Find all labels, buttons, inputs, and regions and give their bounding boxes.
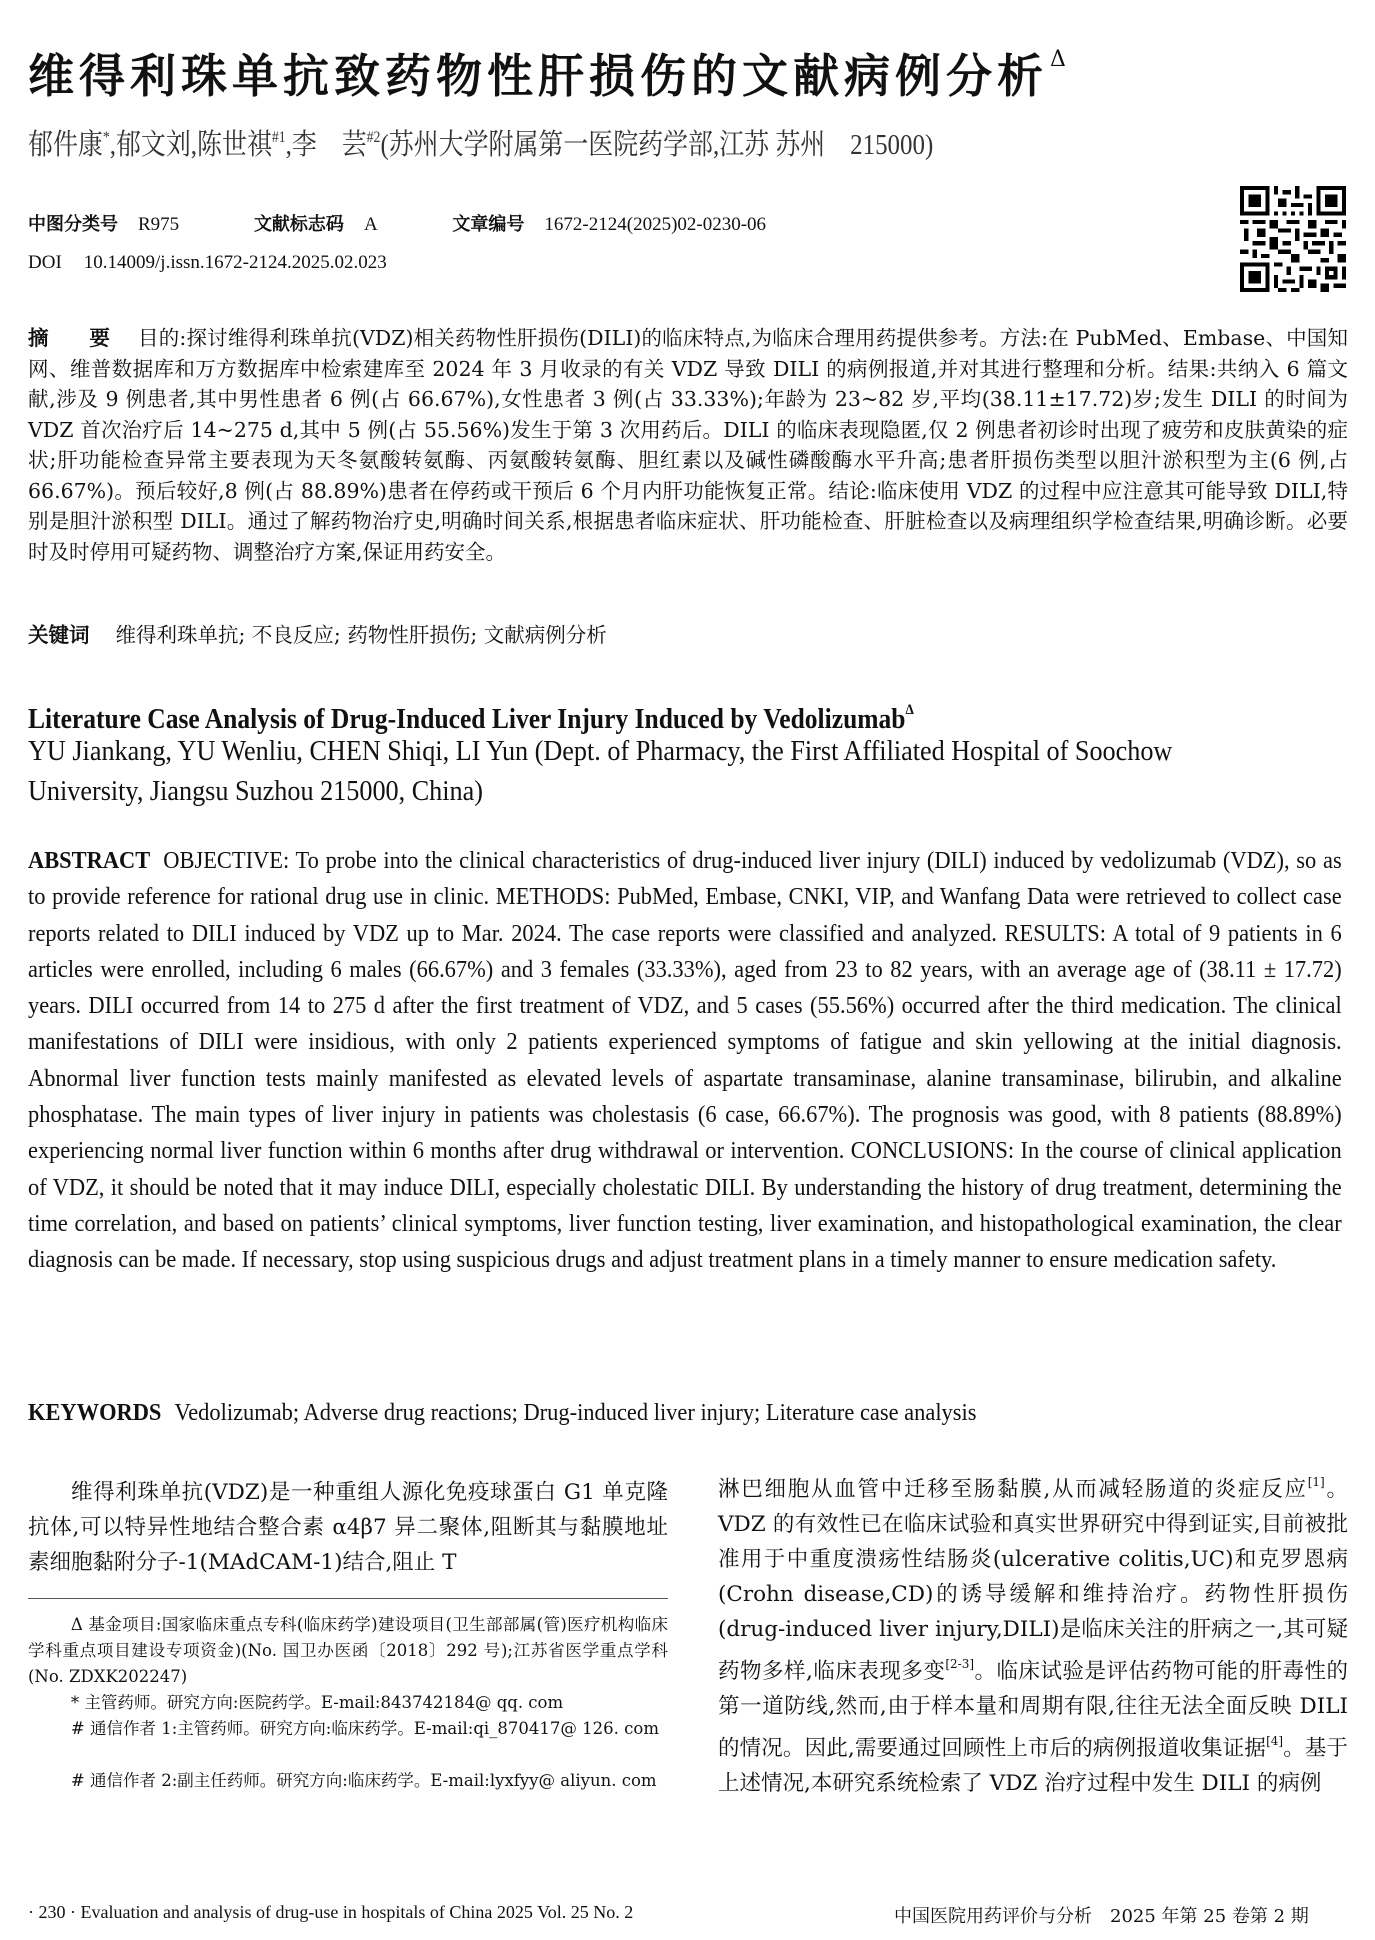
citation-ref[interactable]: [4]	[1266, 1734, 1284, 1748]
article-title-cn	[28, 30, 1358, 106]
classification-line	[28, 212, 836, 238]
abstract-en-label: ABSTRACT	[28, 848, 151, 874]
abstract-cn-text: 目的:探讨维得利珠单抗(VDZ)相关药物性肝损伤(DILI)的临床特点,为临床合理用药提供参考。方法:在 PubMed、Embase、中国知网、维普数据库和万方数据库中检索建库至 2024 年 3 月收录的有关 VDZ 导致 DILI 的病例报道,并对其进行整理和分析。结果:共纳入 6 篇文献,涉及 9 例患者,其中男性患者 6 例(占 66.67%),女性患者 3 例(占 33.33%);年龄为 23~82 岁,平均(38.11±17.72)岁;发生 DILI 的时间为 VDZ 首次治疗后 14~275 d,其中 5 例(占 55.56%)发生于第 3 次用药后。DILI 的临床表现隐匿,仅 2 例患者初诊时出现了疲劳和皮肤黄染的症状;肝功能检查异常主要表现为天冬氨酸转氨酶、丙氨酸转氨酶、胆红素以及碱性磷酸酶水平升高;患者肝损伤类型以胆汁淤积型为主(6 例,占 66.67%)。预后较好,8 例(占 88.89%)患者在停药或干预后 6 个月内肝功能恢复正常。结论:临床使用 VDZ 的过程中应注意其可能导致 DILI,特别是胆汁淤积型 DILI。通过了解药物治疗史,明确时间关系,根据患者临床症状、肝功能检查、肝脏检查以及病理组织学检查结果,明确诊断。必要时及时停用可疑药物、调整治疗方案,保证用药安全。	[28, 326, 1348, 564]
author-name: 郁件康	[28, 129, 103, 161]
keywords-cn-label: 关键词	[28, 623, 90, 647]
author-name: 郁文刘	[115, 129, 191, 161]
doc-code-value: A	[363, 214, 378, 235]
keywords-en	[28, 1398, 976, 1428]
abstract-cn	[28, 323, 1348, 567]
footnote-author: * 主管药师。研究方向:医院药学。E-mail:843742184@ qq. com	[70, 1693, 564, 1712]
footnote-divider	[28, 1598, 668, 1599]
keywords-cn	[28, 620, 607, 650]
body-text: 。VDZ 的有效性已在临床试验和真实世界研究中得到证实,目前被批准用于中重度溃疡性结肠炎(ulcerative colitis,UC)和克罗恩病(Crohn disease,CD)的诱导缓解和维持治疗。药物性肝损伤(drug-induced liver injury,DILI)是临床关注的肝病之一,其可疑药物多样,临床表现多变	[718, 1477, 1348, 1684]
doi-value[interactable]: 10.14009/j.issn.1672-2124.2025.02.023	[83, 252, 387, 273]
body-left-column: 维得利珠单抗(VDZ)是一种重组人源化免疫球蛋白 G1 单克隆抗体,可以特异性地结合整合素 α4β7 异二聚体,阻断其与黏膜地址素细胞黏附分子-1(MAdCAM-1)结合,阻止 T	[28, 1480, 668, 1575]
clc-value: R975	[138, 214, 180, 235]
author-mark: #2	[366, 129, 381, 146]
abstract-en-text: OBJECTIVE: To probe into the clinical characteristics of drug-induced liver injury (DILI) induced by vedolizumab (VDZ), so as to provide reference for rational drug use in clinic. METHODS: PubMed, Embase, CNKI, VIP, and Wanfang Data were retrieved to collect case reports related to DILI induced by VDZ up to Mar. 2024. The case reports were classified and analyzed. RESULTS: A total of 9 patients in 6 articles were enrolled, including 6 males (66.67%) and 3 females (33.33%), aged from 23 to 82 years, with an average age of (38.11 ± 17.72) years. DILI occurred from 14 to 275 d after the first treatment of VDZ, and 5 cases (55.56%) occurred after the third medication. The clinical manifestations of DILI were insidious, with only 2 patients experienced symptoms of fatigue and skin yellowing at the initial diagnosis. Abnormal liver function tests mainly manifested as elevated levels of aspartate transaminase, alanine transaminase, bilirubin, and alkaline phosphatase. The main types of liver injury in patients was cholestasis (6 case, 66.67%). The prognosis was good, with 8 patients (88.89%) experiencing normal liver function within 6 months after drug withdrawal or intervention. CONCLUSIONS: In the course of clinical application of VDZ, it should be noted that it may induce DILI, especially cholestatic DILI. By understanding the history of drug treatment, determining the time correlation, and based on patients’ clinical symptoms, liver function testing, liver examination, and histopathological examination, the clear diagnosis can be made. If necessary, stop using suspicious drugs and adjust treatment plans in a timely manner to ensure medication safety.	[28, 848, 1342, 1274]
article-no-value: 1672-2124(2025)02-0230-06	[544, 214, 767, 235]
footnote-corresponding-2: # 通信作者 2:副主任药师。研究方向:临床药学。E-mail:lyxfyy@ aliyun. com	[70, 1771, 657, 1790]
authors-en: YU Jiankang, YU Wenliu, CHEN Shiqi, LI Yun (Dept. of Pharmacy, the First Affiliated Hospital of Soochow University, Jiangsu Suzhou 215000, China)	[28, 736, 1173, 807]
author-mark: #1	[271, 129, 286, 146]
affiliation: (苏州大学附属第一医院药学部,江苏 苏州 215000)	[380, 129, 934, 161]
page-footer-right: 中国医院用药评价与分析 2025 年第 25 卷第 2 期	[894, 1906, 1309, 1927]
qr-code-icon[interactable]	[1240, 186, 1346, 292]
keywords-en-text: Vedolizumab; Adverse drug reactions; Drug-induced liver injury; Literature case analysis	[174, 1400, 977, 1426]
keywords-cn-text: 维得利珠单抗; 不良反应; 药物性肝损伤; 文献病例分析	[115, 623, 607, 647]
fund-mark: Δ	[1050, 47, 1071, 72]
body-text: 淋巴细胞从血管中迁移至肠黏膜,从而减轻肠道的炎症反应	[718, 1477, 1308, 1502]
title-text: 维得利珠单抗致药物性肝损伤的文献病例分析	[28, 49, 1048, 103]
clc-label: 中图分类号	[28, 214, 118, 235]
body-text: 。基于上述情况,本研究系统检索了 VDZ 治疗过程中发生 DILI 的病例	[718, 1736, 1348, 1796]
abstract-cn-label: 摘 要	[28, 326, 121, 350]
keywords-en-label: KEYWORDS	[28, 1400, 162, 1426]
author-name: 陈世祺	[197, 129, 272, 161]
body-right-column	[718, 1465, 1348, 1801]
footnote-fund: Δ 基金项目:国家临床重点专科(临床药学)建设项目(卫生部部属(管)医疗机构临床学科重点项目建设专项资金)(No. 国卫办医函〔2018〕292 号);江苏省医学重点学科(No. ZDXK202247)	[28, 1615, 668, 1686]
body-text: 。临床试验是评估药物可能的肝毒性的第一道防线,然而,由于样本量和周期有限,往往无法全面反映 DILI 的情况。因此,需要通过回顾性上市后的病例报道收集证据	[718, 1659, 1348, 1761]
citation-ref[interactable]: [1]	[1307, 1475, 1325, 1489]
author-name: 李 芸	[291, 129, 367, 161]
page-footer-left: · 230 · Evaluation and analysis of drug-use in hospitals of China 2025 Vol. 25 No. 2	[28, 1902, 634, 1922]
doc-code-label: 文献标志码	[253, 214, 344, 235]
author-mark: *	[102, 129, 110, 146]
doi-label: DOI	[28, 252, 62, 273]
authors-cn: 郁件康*,郁文刘,陈世祺$^{\#1}$,李 芸$^{\#2}$(苏州大学附属第一医院药学部,江苏 苏州 215000)	[28, 129, 934, 161]
article-no-label: 文章编号	[452, 214, 525, 235]
article-title-en	[28, 692, 914, 737]
title-en-text: Literature Case Analysis of Drug-Induced Liver Injury Induced by Vedolizumab	[28, 703, 906, 735]
abstract-en	[28, 843, 1342, 1279]
fund-mark-en: Δ	[905, 702, 914, 718]
citation-ref[interactable]: [2-3]	[945, 1657, 975, 1671]
footnote-corresponding-1: # 通信作者 1:主管药师。研究方向:临床药学。E-mail:qi_870417@ 126. com	[70, 1719, 659, 1738]
doi-line	[28, 250, 387, 276]
